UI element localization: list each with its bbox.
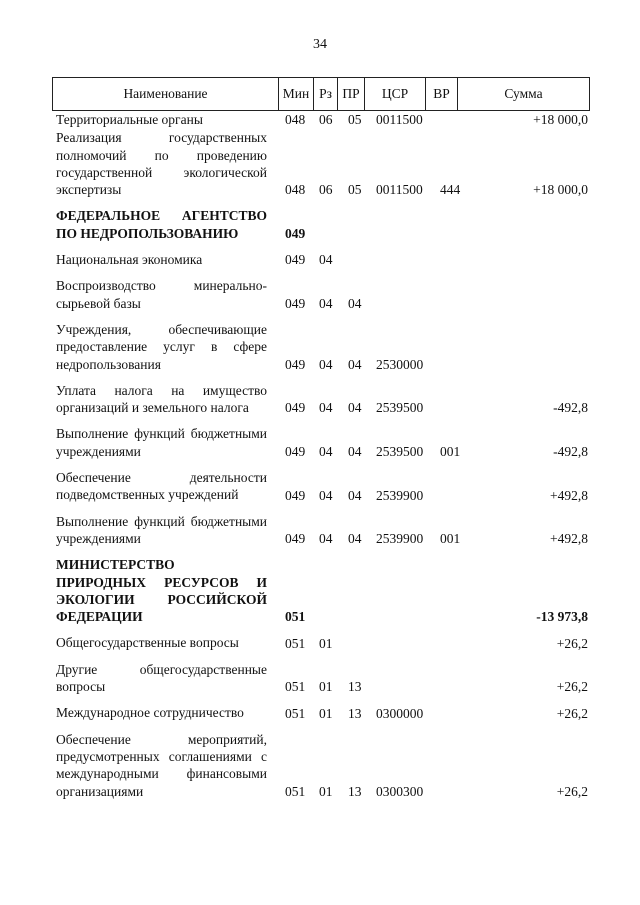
row-cells (0, 635, 640, 652)
cell-rz: 04 (319, 356, 333, 372)
cell-min: 049 (285, 400, 306, 416)
cell-pr: 05 (348, 182, 362, 198)
row-cells (0, 181, 640, 198)
cell-csr: 0011500 (376, 182, 423, 198)
cell-pr: 05 (348, 112, 362, 128)
row-name: Общегосударственные вопросы (56, 635, 239, 651)
cell-sum: +492,8 (550, 531, 588, 547)
table-row (0, 129, 640, 198)
cell-pr: 04 (348, 531, 362, 547)
row-name: МИНИСТЕРСТВО ПРИРОДНЫХ РЕСУРСОВ И ЭКОЛОГИИ РОССИЙСКОЙ ФЕДЕРАЦИИ (56, 557, 267, 625)
row-name: Территориальные органы (56, 112, 203, 127)
table-row (0, 634, 640, 651)
row-name: Национальная экономика (56, 252, 203, 268)
cell-rz: 04 (319, 444, 333, 460)
cell-rz: 04 (319, 252, 333, 268)
row-name: Другие общегосударственные вопросы (56, 661, 267, 695)
row-name: Учреждения, обеспечивающие предоставление услуг в сфере недропользования (56, 321, 267, 372)
row-cells (0, 608, 640, 625)
cell-pr: 04 (348, 295, 362, 311)
cell-sum: -492,8 (553, 400, 588, 416)
header-csr: ЦСР (365, 78, 426, 110)
cell-csr: 0011500 (376, 112, 423, 128)
table-row (0, 382, 640, 417)
cell-vr: 001 (440, 531, 461, 547)
cell-min: 051 (285, 635, 306, 651)
row-name: Воспроизводство минерально-сырьевой базы (56, 278, 267, 311)
row-name: Обеспечение мероприятий, предусмотренных соглашениями с международными финансовыми организациями (56, 731, 267, 799)
cell-rz: 04 (319, 295, 333, 311)
cell-rz: 01 (319, 783, 333, 799)
cell-pr: 04 (348, 487, 362, 503)
cell-min: 049 (285, 252, 306, 268)
cell-pr: 13 (348, 783, 362, 799)
cell-rz: 04 (319, 487, 333, 503)
table-row (0, 207, 640, 242)
cell-min: 049 (285, 226, 306, 242)
cell-rz: 01 (319, 635, 333, 651)
cell-sum: +18 000,0 (533, 112, 588, 128)
cell-sum: +492,8 (550, 487, 588, 503)
cell-pr: 13 (348, 705, 362, 721)
cell-csr: 2539900 (376, 487, 424, 503)
row-cells (0, 705, 640, 722)
row-name: ФЕДЕРАЛЬНОЕ АГЕНТСТВО ПО НЕДРОПОЛЬЗОВАНИЮ (56, 208, 267, 241)
cell-pr: 04 (348, 400, 362, 416)
cell-min: 049 (285, 487, 306, 503)
cell-csr: 0300300 (376, 783, 424, 799)
table-row (0, 425, 640, 460)
row-name: Выполнение функций бюджетными учреждениями (56, 513, 267, 546)
cell-sum: +18 000,0 (533, 182, 588, 198)
cell-csr: 2539500 (376, 444, 424, 460)
cell-sum: +26,2 (556, 705, 588, 721)
row-cells (0, 443, 640, 460)
row-name: Обеспечение деятельности подведомственных учреждений (56, 470, 267, 503)
cell-pr: 04 (348, 444, 362, 460)
table-row (0, 111, 640, 128)
cell-csr: 2539900 (376, 531, 424, 547)
header-pr: ПР (338, 78, 365, 110)
row-cells (0, 399, 640, 416)
table-row (0, 321, 640, 373)
cell-min: 051 (285, 783, 306, 799)
table-row (0, 704, 640, 721)
table-row (0, 731, 640, 800)
cell-pr: 13 (348, 679, 362, 695)
cell-pr: 04 (348, 356, 362, 372)
table-header (52, 77, 590, 111)
cell-sum: -13 973,8 (536, 609, 588, 625)
row-cells (0, 225, 640, 242)
cell-sum: +26,2 (556, 679, 588, 695)
table-row (0, 556, 640, 625)
cell-csr: 2539500 (376, 400, 424, 416)
row-cells (0, 111, 640, 128)
cell-sum: +26,2 (556, 783, 588, 799)
cell-sum: -492,8 (553, 444, 588, 460)
cell-sum: +26,2 (556, 635, 588, 651)
row-cells (0, 356, 640, 373)
cell-min: 049 (285, 444, 306, 460)
row-cells (0, 678, 640, 695)
row-cells (0, 530, 640, 547)
table-body (0, 111, 640, 809)
page-number: 34 (313, 37, 327, 52)
cell-min: 049 (285, 531, 306, 547)
header-name: Наименование (53, 78, 279, 110)
header-min: Мин (279, 78, 314, 110)
row-name: Реализация государственных полномочий по проведению государственной экологической экспертизы (56, 130, 267, 198)
table-row (0, 277, 640, 312)
row-name: Уплата налога на имущество организаций и земельного налога (56, 382, 267, 416)
header-rz: Рз (314, 78, 338, 110)
cell-rz: 06 (319, 182, 333, 198)
cell-min: 051 (285, 679, 306, 695)
cell-min: 048 (285, 112, 306, 128)
table-row (0, 661, 640, 696)
cell-min: 049 (285, 356, 306, 372)
cell-vr: 001 (440, 444, 461, 460)
cell-min: 051 (285, 609, 306, 625)
cell-rz: 04 (319, 400, 333, 416)
row-cells (0, 295, 640, 312)
table-row (0, 513, 640, 548)
cell-min: 051 (285, 705, 306, 721)
cell-rz: 01 (319, 705, 333, 721)
header-sum: Сумма (504, 86, 543, 101)
row-cells (0, 487, 640, 504)
table-row (0, 251, 640, 268)
cell-min: 049 (285, 295, 306, 311)
cell-rz: 01 (319, 679, 333, 695)
cell-csr: 0300000 (376, 705, 424, 721)
header-vr: ВР (426, 78, 458, 110)
row-cells (0, 251, 640, 268)
row-name: Выполнение функций бюджетными учреждениями (56, 426, 267, 459)
row-name: Международное сотрудничество (56, 705, 244, 721)
cell-csr: 2530000 (376, 356, 424, 372)
cell-min: 048 (285, 182, 306, 198)
cell-rz: 06 (319, 112, 333, 128)
table-row (0, 469, 640, 504)
cell-vr: 444 (440, 182, 461, 198)
cell-rz: 04 (319, 531, 333, 547)
row-cells (0, 783, 640, 800)
